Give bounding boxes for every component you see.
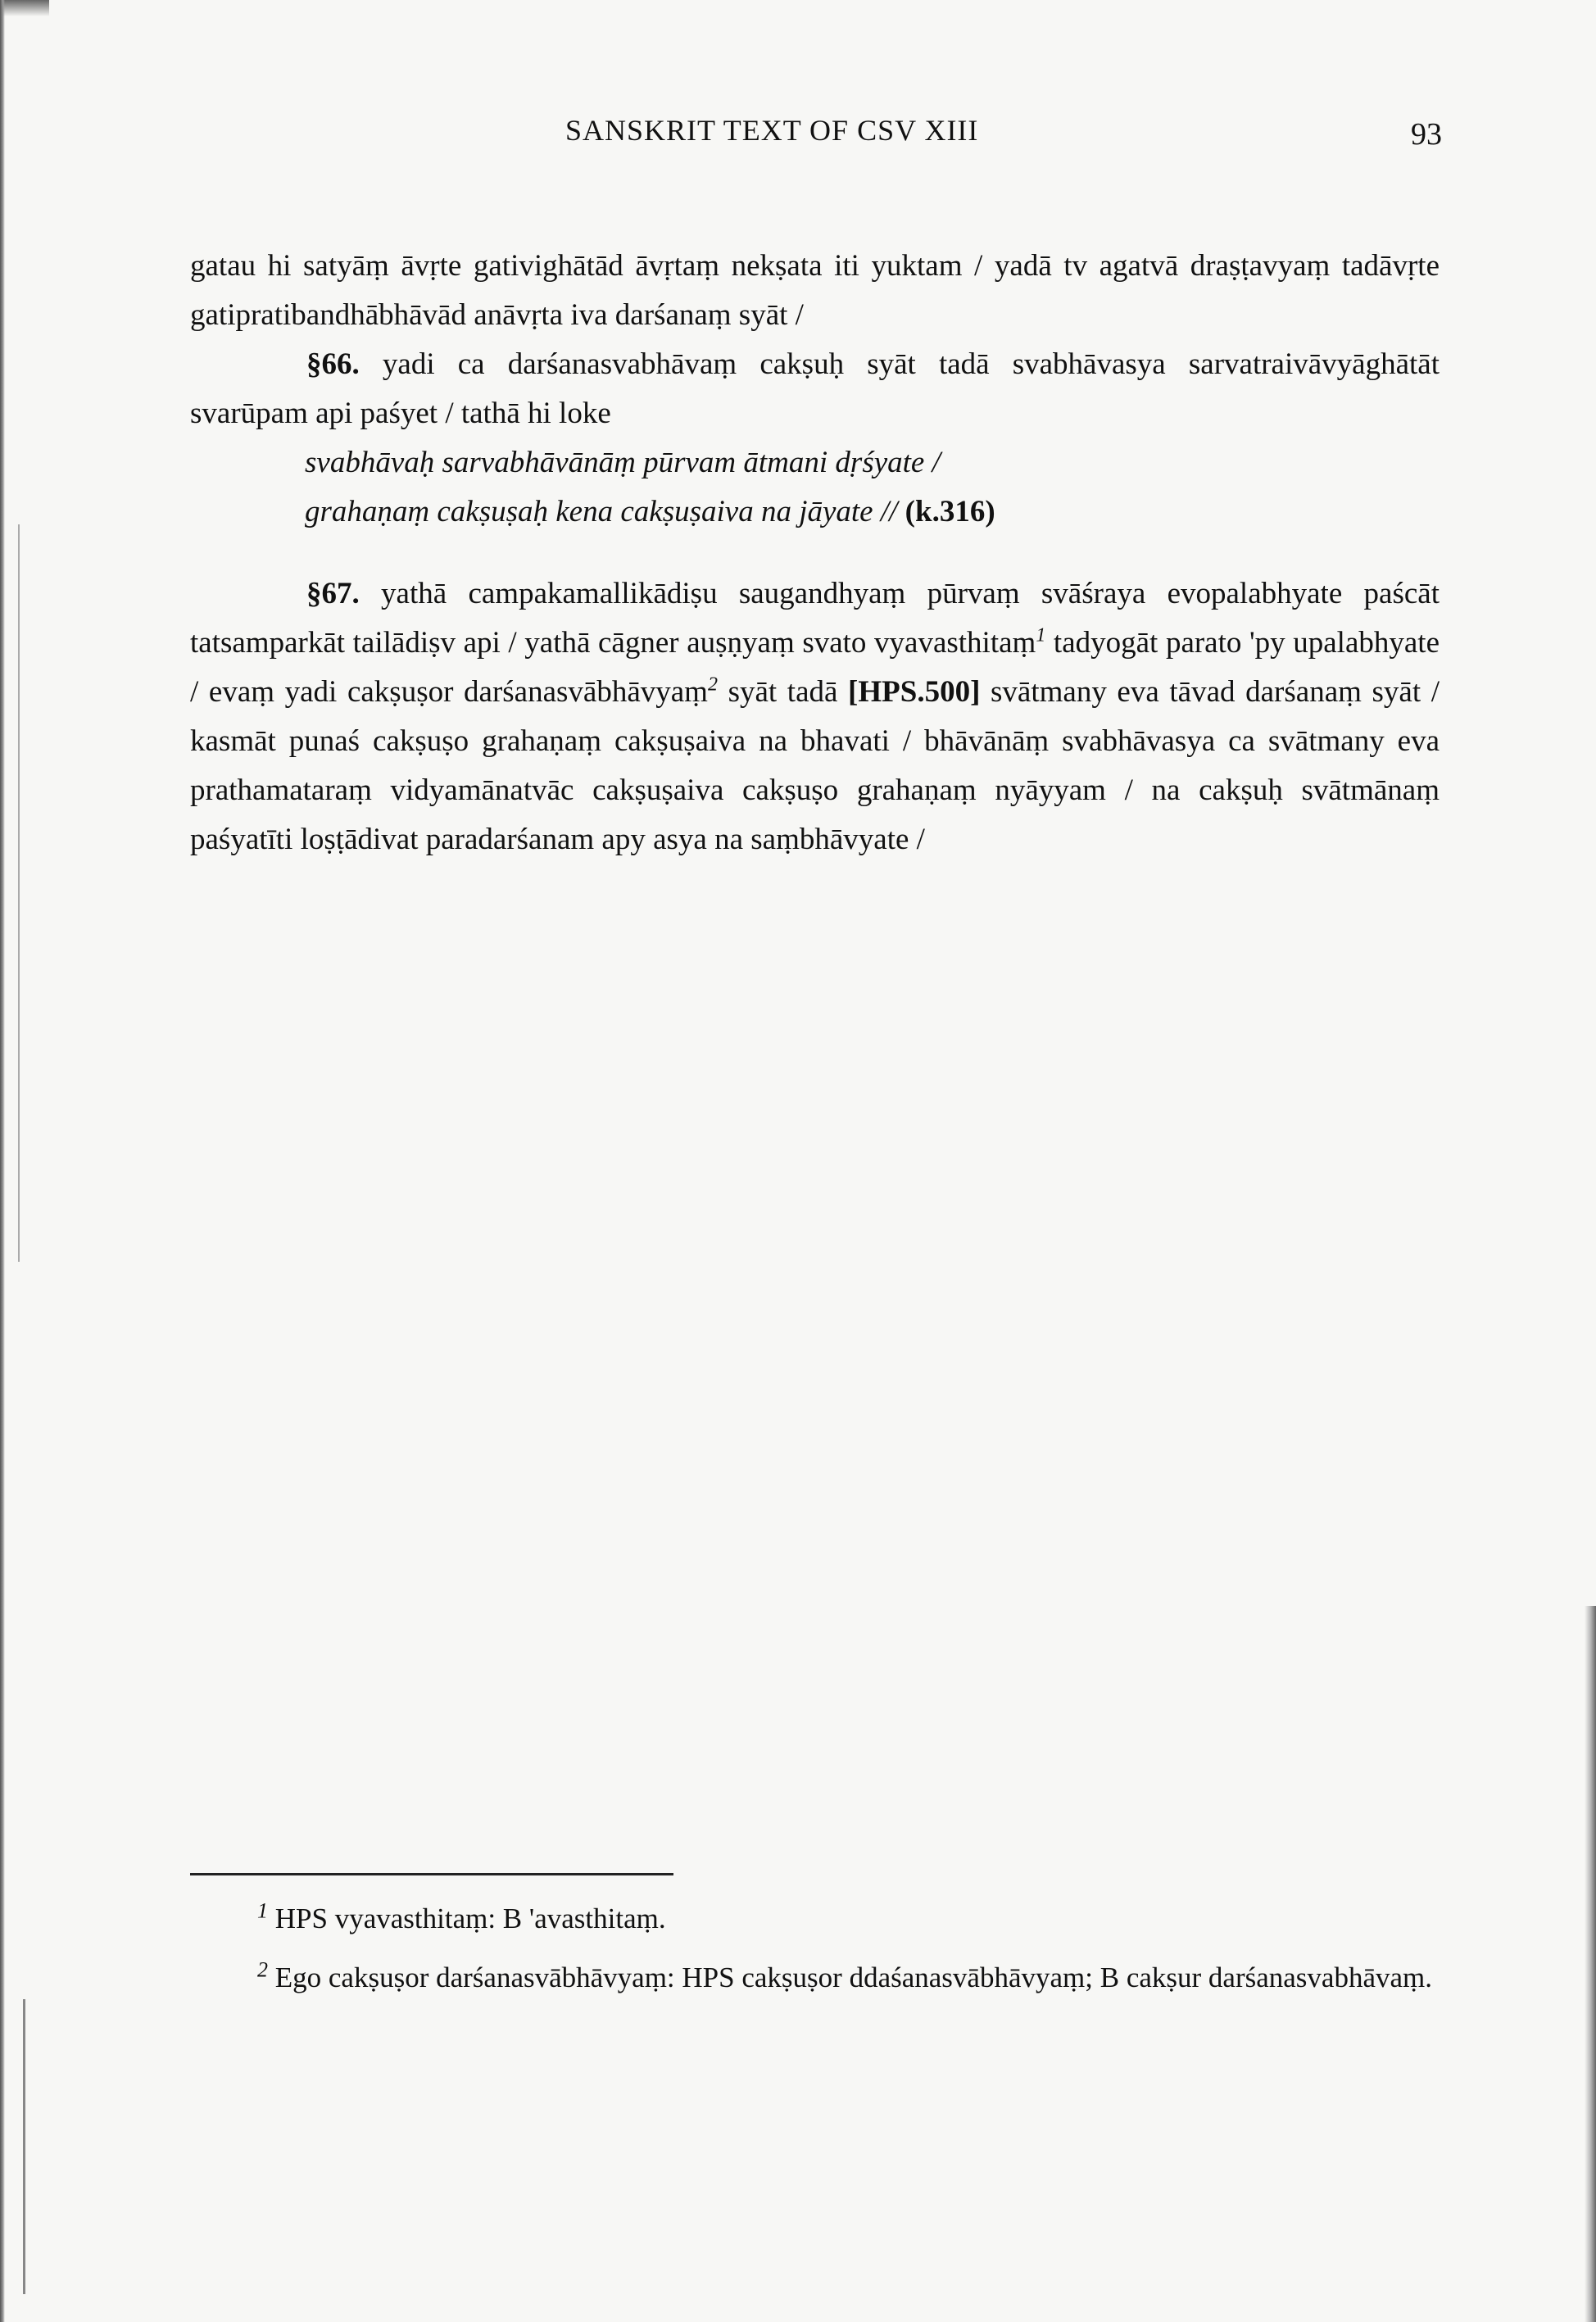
footnote-1: [190, 1899, 1440, 1939]
paragraph-66-text: yadi ca darśanasvabhāvaṃ cakṣuḥ syāt tadā svabhāvasya sarvatraivāvyāghātāt svarūpam api paśyet / tathā hi loke: [190, 347, 1440, 430]
running-head: SANSKRIT TEXT OF CSV XIII: [565, 114, 979, 147]
footnote-marker-1: 1: [1036, 624, 1046, 646]
footnote-2: [190, 1958, 1440, 1998]
paragraph-67-text-d: svātmany eva tāvad darśanaṃ syāt / kasmāt punaś cakṣuṣo grahaṇaṃ cakṣuṣaiva na bhavati / bhāvānāṃ svabhāvasya ca svātmany eva prathamataraṃ vidyamānatvāc cakṣuṣaiva cakṣuṣo grahaṇaṃ nyāyyam / na cakṣuḥ svātmānaṃ paśyatīti loṣṭādivat paradarśanam apy asya na saṃbhāvyate /: [190, 675, 1440, 856]
section-number-67: §67.: [306, 577, 360, 610]
scan-corner-artifact: [0, 0, 49, 16]
footnote-marker-2: 2: [707, 673, 718, 696]
paragraph-1: gatau hi satyāṃ āvṛte gativighātād āvṛtaṃ nekṣata iti yuktam / yadā tv agatvā draṣṭavyaṃ tadāvṛte gatipratibandhābhāvād anāvṛta iva darśanaṃ syāt /: [190, 249, 1440, 332]
paragraph-67: [190, 569, 1440, 864]
verse-line-2-text: grahaṇaṃ cakṣuṣaḥ kena cakṣuṣaiva na jāyate //: [305, 495, 898, 528]
footnote-1-text: HPS vyavasthitaṃ: B 'avasthitaṃ.: [268, 1902, 666, 1934]
verse-reference: (k.316): [905, 495, 995, 528]
footnote-2-mark: 2: [257, 1957, 268, 1982]
verse-line-1: svabhāvaḥ sarvabhāvānāṃ pūrvam ātmani dṛśyate /: [305, 446, 941, 479]
paragraph-67-text-b: tadyogāt parato 'py upalabhyate / evaṃ yadi cakṣuṣor darśanasvābhāvyaṃ: [190, 626, 1440, 709]
main-text: [190, 242, 1440, 864]
footnotes: [190, 1899, 1440, 1998]
paragraph-66: [190, 340, 1440, 438]
paragraph-67-text-a: yathā campakamallikādiṣu saugandhyaṃ pūrvaṃ svāśraya evopalabhyate paścāt tatsamparkāt tailādiṣv api / yathā cāgner auṣṇyaṃ svato vyavasthitaṃ: [190, 577, 1440, 660]
footnote-1-mark: 1: [257, 1898, 268, 1923]
scan-edge-left: [0, 0, 5, 2322]
page-number: 93: [1411, 117, 1442, 152]
footnote-divider: [190, 1873, 673, 1875]
hps-page-reference: [HPS.500]: [848, 675, 981, 709]
scan-edge-right: [1585, 1606, 1596, 2322]
scan-line-left-bottom: [23, 1999, 25, 2294]
paragraph-67-text-c: syāt tadā: [717, 675, 849, 709]
verse-line-2: [190, 488, 1440, 537]
scan-line-left: [18, 524, 20, 1262]
section-number-66: §66.: [306, 347, 360, 381]
page-header: [188, 113, 1442, 162]
footnote-2-text: Ego cakṣuṣor darśanasvābhāvyaṃ: HPS cakṣuṣor ddaśanasvābhāvyaṃ; B cakṣur darśanasvabhāvaṃ.: [268, 1961, 1432, 1993]
